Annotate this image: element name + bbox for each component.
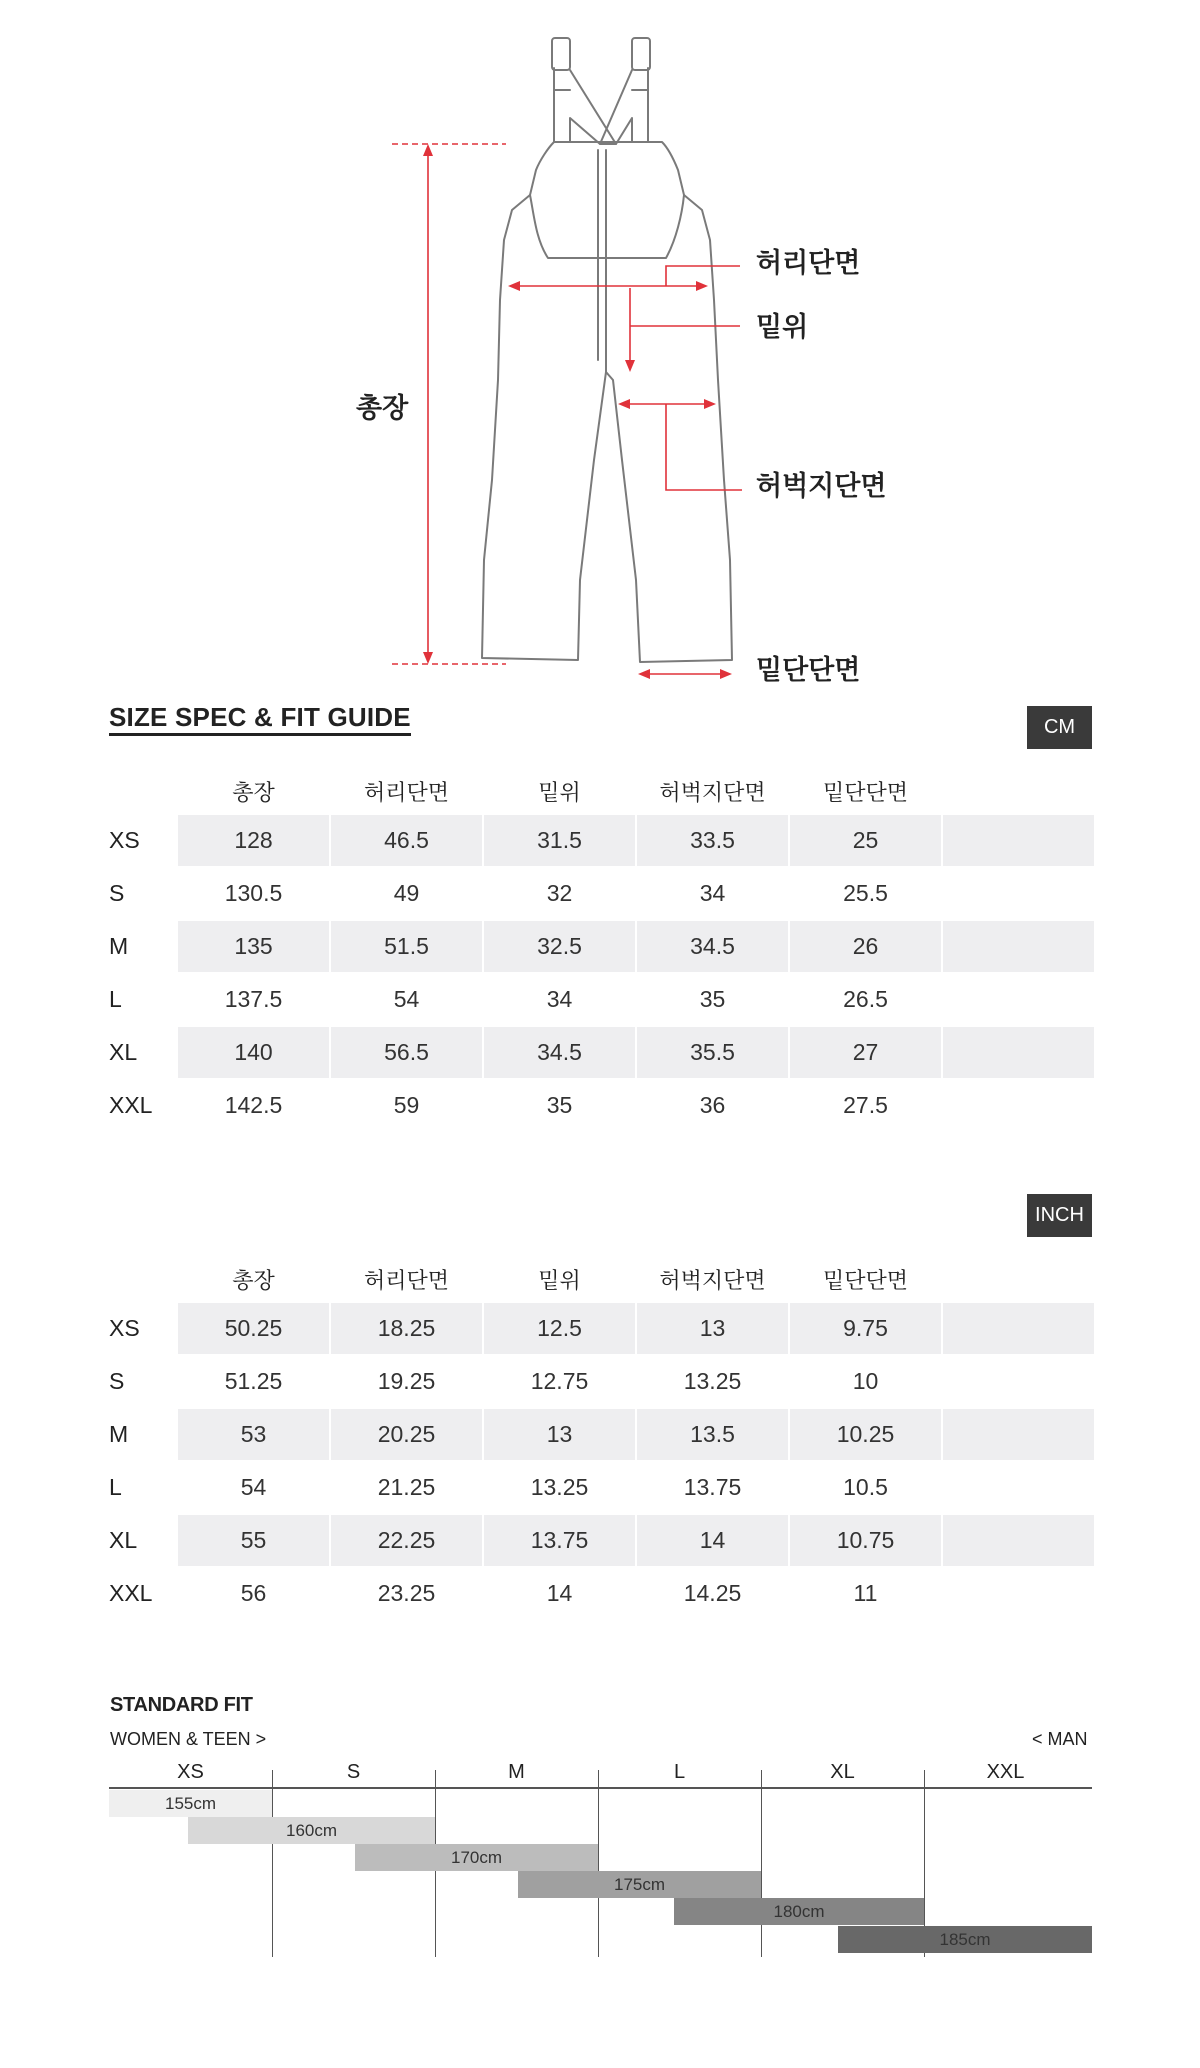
table-cell: 10.25 (790, 1409, 941, 1460)
table-cell: 31.5 (484, 815, 635, 866)
col-header: 허벅지단면 (659, 1268, 766, 1294)
col-header: 허벅지단면 (659, 780, 766, 806)
table-cell: 33.5 (637, 815, 788, 866)
size-label: L (109, 1474, 122, 1500)
fit-size-label: XXL (986, 1761, 1025, 1783)
table-cell (943, 1409, 1094, 1460)
table-cell: 34.5 (484, 1027, 635, 1078)
standard-fit-title: STANDARD FIT (110, 1694, 253, 1716)
table-cell (943, 1303, 1094, 1354)
table-cell: 10.5 (843, 1474, 888, 1500)
table-cell: 140 (178, 1027, 329, 1078)
height-bar: 170cm (355, 1844, 598, 1871)
table-row (109, 921, 1092, 974)
table-cell: 13 (637, 1303, 788, 1354)
size-label: S (109, 880, 125, 906)
fit-size-label: S (346, 1761, 361, 1783)
table-cell: 26 (790, 921, 941, 972)
height-bar: 185cm (838, 1926, 1092, 1953)
table-cell: 21.25 (377, 1474, 436, 1500)
table-cell (943, 1080, 1094, 1131)
col-header: 허리단면 (363, 780, 449, 806)
table-cell: 9.75 (790, 1303, 941, 1354)
table-cell: 51.25 (224, 1368, 283, 1394)
table-cell: 13.25 (530, 1474, 589, 1500)
table-cell: 142.5 (224, 1092, 283, 1118)
table-cell: 50.25 (178, 1303, 329, 1354)
table-cell: 49 (393, 880, 420, 906)
table-cell: 34.5 (637, 921, 788, 972)
size-label: XS (109, 827, 140, 853)
fit-size-label: XL (830, 1761, 855, 1783)
total-length-label: 총장 (356, 393, 409, 424)
table-cell: 13.25 (683, 1368, 742, 1394)
col-header: 밑위 (538, 1268, 581, 1294)
table-cell: 27.5 (843, 1092, 888, 1118)
table-cell: 22.25 (331, 1515, 482, 1566)
height-bar: 175cm (518, 1871, 761, 1898)
fit-axis-line (109, 1787, 1092, 1789)
table-cell: 32 (546, 880, 573, 906)
table-cell: 19.25 (377, 1368, 436, 1394)
table-cell: 20.25 (331, 1409, 482, 1460)
size-label: M (109, 1421, 129, 1447)
fit-divider (272, 1770, 273, 1957)
table-cell: 23.25 (377, 1580, 436, 1606)
height-bar: 155cm (109, 1790, 272, 1817)
table-cell: 54 (393, 986, 420, 1012)
table-cell: 13 (484, 1409, 635, 1460)
fit-size-label: M (508, 1761, 525, 1783)
table-cell (943, 1515, 1094, 1566)
table-cell (943, 974, 1094, 1025)
table-cell: 130.5 (224, 880, 283, 906)
table-cell: 59 (393, 1092, 420, 1118)
table-cell: 25 (790, 815, 941, 866)
table-row (109, 815, 1092, 868)
man-label: < MAN (1032, 1729, 1088, 1749)
col-header (942, 1259, 1095, 1299)
size-table-cm (109, 771, 1092, 1133)
size-label: M (109, 933, 129, 959)
table-cell: 56.5 (331, 1027, 482, 1078)
height-bar: 160cm (188, 1817, 435, 1844)
table-cell: 137.5 (224, 986, 283, 1012)
unit-badge-inch: INCH (1027, 1194, 1092, 1237)
table-cell: 10.75 (790, 1515, 941, 1566)
table-cell: 54 (240, 1474, 267, 1500)
table-cell (943, 868, 1094, 919)
fit-divider (761, 1770, 762, 1957)
unit-badge-cm: CM (1027, 706, 1092, 749)
col-header: 총장 (232, 1268, 275, 1294)
women-teen-label: WOMEN & TEEN > (110, 1729, 267, 1749)
size-label: S (109, 1368, 125, 1394)
size-diagram (0, 0, 1200, 690)
table-cell (943, 815, 1094, 866)
table-cell (943, 1462, 1094, 1513)
size-label: XXL (109, 1092, 153, 1118)
table-row (109, 1080, 1092, 1133)
col-header: 밑위 (538, 780, 581, 806)
table-cell: 56 (240, 1580, 267, 1606)
table-row (109, 1303, 1092, 1356)
table-row (109, 1409, 1092, 1462)
table-cell: 14 (637, 1515, 788, 1566)
size-label: L (109, 986, 122, 1012)
table-cell: 13.5 (637, 1409, 788, 1460)
table-cell: 13.75 (484, 1515, 635, 1566)
table-cell: 18.25 (331, 1303, 482, 1354)
table-cell: 14.25 (683, 1580, 742, 1606)
overalls-illustration (0, 0, 1200, 690)
table-cell: 13.75 (683, 1474, 742, 1500)
table-cell: 35.5 (637, 1027, 788, 1078)
table-cell: 26.5 (843, 986, 888, 1012)
fit-size-label: XS (177, 1761, 204, 1783)
waist-label: 허리단면 (756, 248, 861, 279)
size-label: XL (109, 1039, 138, 1065)
size-label: XXL (109, 1580, 153, 1606)
table-row (109, 1462, 1092, 1515)
fit-divider (598, 1770, 599, 1957)
table-cell: 128 (178, 815, 329, 866)
table-cell: 53 (178, 1409, 329, 1460)
table-header (109, 771, 1092, 811)
table-row (109, 868, 1092, 921)
table-cell (943, 1568, 1094, 1619)
height-bar: 180cm (674, 1898, 924, 1925)
section-title: SIZE SPEC & FIT GUIDE (109, 702, 411, 736)
size-label: XL (109, 1527, 138, 1553)
col-header: 밑단단면 (822, 780, 908, 806)
table-cell: 14 (546, 1580, 573, 1606)
table-cell: 35 (546, 1092, 573, 1118)
rise-label: 밑위 (756, 312, 809, 343)
table-cell: 35 (699, 986, 726, 1012)
col-header (942, 771, 1095, 811)
table-cell: 10 (852, 1368, 879, 1394)
table-cell: 135 (178, 921, 329, 972)
thigh-label: 허벅지단면 (756, 471, 887, 502)
table-cell: 25.5 (843, 880, 888, 906)
table-cell: 27 (790, 1027, 941, 1078)
hem-label: 밑단단면 (756, 655, 861, 686)
table-row (109, 1356, 1092, 1409)
table-cell: 46.5 (331, 815, 482, 866)
col-header: 허리단면 (363, 1268, 449, 1294)
table-row (109, 974, 1092, 1027)
col-header: 밑단단면 (822, 1268, 908, 1294)
table-cell: 55 (178, 1515, 329, 1566)
table-row (109, 1515, 1092, 1568)
table-row (109, 1568, 1092, 1621)
table-cell (943, 921, 1094, 972)
table-row (109, 1027, 1092, 1080)
size-table-inch (109, 1259, 1092, 1621)
table-cell: 34 (546, 986, 573, 1012)
fit-size-label: L (673, 1761, 686, 1783)
table-cell: 34 (699, 880, 726, 906)
table-cell (943, 1356, 1094, 1407)
table-cell (943, 1027, 1094, 1078)
table-cell: 12.5 (484, 1303, 635, 1354)
table-cell: 32.5 (484, 921, 635, 972)
table-cell: 51.5 (331, 921, 482, 972)
table-header (109, 1259, 1092, 1299)
col-header: 총장 (232, 780, 275, 806)
size-label: XS (109, 1315, 140, 1341)
table-cell: 11 (853, 1580, 878, 1606)
table-cell: 12.75 (530, 1368, 589, 1394)
table-cell: 36 (699, 1092, 726, 1118)
